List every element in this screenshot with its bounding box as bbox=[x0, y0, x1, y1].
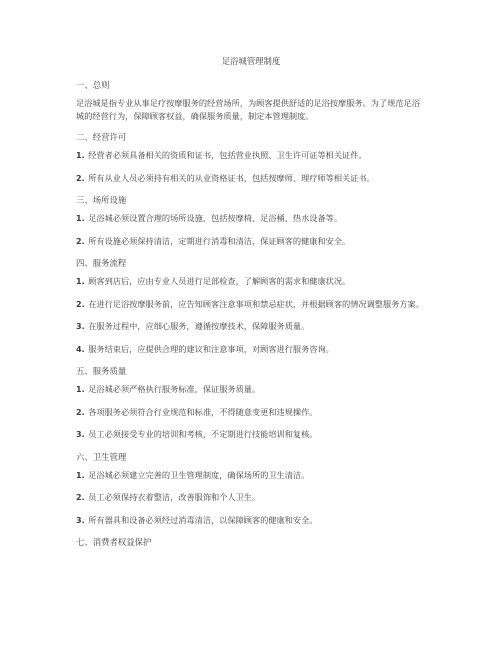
item-number: 1. bbox=[76, 214, 85, 223]
item-number: 2. bbox=[76, 299, 85, 309]
item-text: 足浴城必须建立完善的卫生管理制度，确保场所的卫生清洁。 bbox=[88, 469, 310, 480]
list-item bbox=[76, 235, 426, 249]
item-number: 2. bbox=[76, 407, 85, 417]
document-page bbox=[76, 55, 426, 554]
item-number: 3. bbox=[76, 515, 85, 525]
document-title: 足浴城管理制度 bbox=[221, 56, 281, 66]
list-item bbox=[76, 320, 426, 334]
item-number: 2. bbox=[76, 236, 85, 246]
list-item bbox=[76, 343, 426, 357]
list-item bbox=[76, 469, 426, 483]
item-number: 1. bbox=[76, 470, 85, 480]
section-general-paragraph bbox=[76, 97, 426, 122]
item-text: 足浴城必须严格执行服务标准，保证服务质量。 bbox=[88, 384, 261, 394]
list-item bbox=[76, 383, 426, 397]
item-number: 3. bbox=[76, 322, 85, 331]
item-number: 1. bbox=[76, 385, 85, 394]
section-heading-service-process: 四、服务流程 bbox=[76, 258, 127, 268]
list-item bbox=[76, 406, 426, 420]
list-item bbox=[76, 491, 426, 505]
item-text: 员工必须保持衣着整洁，改善服饰和个人卫生。 bbox=[88, 492, 261, 502]
paragraph-text: 足浴城是指专业从事足疗按摩服务的经营场所，为顾客提供舒适的足浴按摩服务。为了规范足浴城的经营行为，保障顾客权益，确保服务质量，制定本管理制度。 bbox=[76, 98, 420, 121]
item-text: 在服务过程中，应细心服务，遵循按摩技术，保障服务质量。 bbox=[88, 321, 310, 331]
section-heading-hygiene: 六、卫生管理 bbox=[76, 451, 127, 462]
item-number: 2. bbox=[76, 493, 85, 502]
list-item bbox=[76, 514, 426, 528]
item-text: 顾客到店后，应由专业人员进行足部检查，了解顾客的需求和健康状况。 bbox=[88, 276, 351, 286]
item-number: 3. bbox=[76, 430, 85, 439]
item-text: 所有从业人员必须持有相关的从业资格证书，包括按摩师、理疗师等相关证书。 bbox=[88, 172, 375, 183]
item-number: 2. bbox=[76, 173, 85, 183]
list-item bbox=[76, 298, 426, 312]
list-item bbox=[76, 212, 426, 226]
list-item bbox=[76, 149, 426, 163]
list-item bbox=[76, 275, 426, 289]
item-text: 在进行足浴按摩服务前，应告知顾客注意事项和禁忌症状，并根据顾客的情况调整服务方案。 bbox=[88, 298, 424, 309]
item-text: 经营者必须具备相关的资质和证书，包括营业执照、卫生许可证等相关证件。 bbox=[88, 150, 367, 160]
item-text: 服务结束后，应提供合理的建议和注意事项，对顾客进行服务咨询。 bbox=[88, 343, 334, 354]
list-item bbox=[76, 172, 426, 186]
section-heading-general: 一、总则 bbox=[76, 80, 110, 90]
item-text: 所有设施必须保持清洁，定期进行消毒和清洁，保证顾客的健康和安全。 bbox=[88, 235, 351, 246]
section-heading-facilities: 三、场所设施 bbox=[76, 195, 127, 205]
item-text: 员工必须接受专业的培训和考核，不定期进行技能培训和复核。 bbox=[88, 429, 318, 439]
section-heading-consumer-rights: 七、消费者权益保护 bbox=[76, 537, 152, 547]
item-number: 1. bbox=[76, 151, 85, 160]
item-text: 足浴城必须设置合理的场所设施，包括按摩椅、足浴桶、热水设备等。 bbox=[88, 213, 343, 223]
section-heading-service-quality: 五、服务质量 bbox=[76, 366, 127, 376]
section-heading-license: 二、经营许可 bbox=[76, 132, 127, 142]
list-item bbox=[76, 428, 426, 442]
item-text: 各项服务必须符合行业规范和标准，不得随意变更和违规操作。 bbox=[88, 406, 318, 417]
item-number: 4. bbox=[76, 344, 85, 354]
item-text: 所有器具和设备必须经过消毒清洁，以保障顾客的健康和安全。 bbox=[88, 514, 318, 525]
item-number: 1. bbox=[76, 277, 85, 286]
